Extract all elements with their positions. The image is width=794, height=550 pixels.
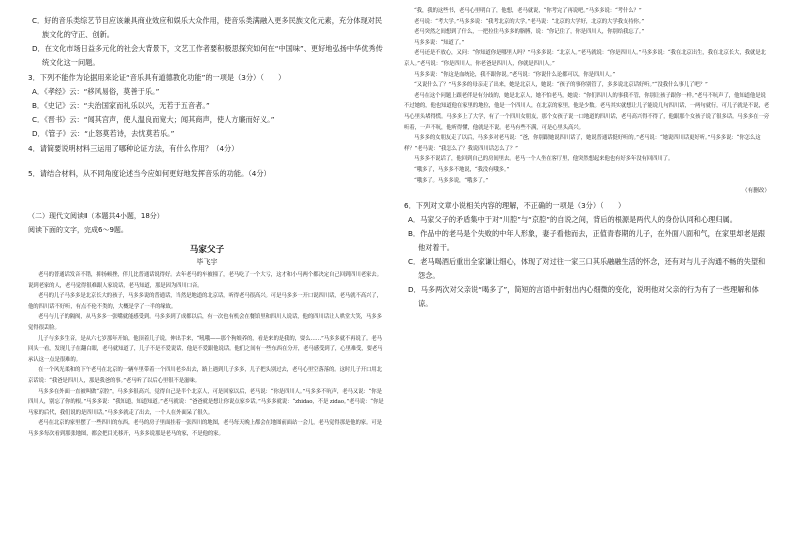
story-paragraph: 马多多说：“你这是血统论，我不跟你说。”老马说：“你说什么论都可以，你是四川人。”: [414, 71, 615, 78]
story-paragraph: 老马突然之间想到了什么，一把拉住马多多的胳膊，说：“你记住了，你是四川人，你别给我忘了。”: [414, 29, 645, 36]
q6-option-d: D．马多两次对父亲说“喝多了”，简短的言语中折射出内心细微的变化，说明他对父亲的行为有了一些理解和体谅。: [408, 285, 759, 309]
story-paragraph: 老马还是不放心，又问：“你知道你是哪里人吗？”马多多说：“北京人。”老马就说：“你是四川人。”马多多说：“我在北京出生，我在北京长大，我就是北京人。”老马说：“你是四川人，你老爸是四川人，你就是四川人。”: [404, 50, 766, 67]
q6-option-a: A．马家父子的矛盾集中于对“川腔”与“京腔”的自说之间，背后的根源是两代人的身份认同和心理归属。: [408, 215, 737, 225]
q2-option-d: D．在文化市场日益多元化的社会大背景下，文艺工作者要积极思探究如何在“中国味”、更好地弘扬中华优秀传统文化这一问题。: [32, 44, 383, 67]
story-paragraph: 老马说：“考大学。”马多多说：“我考北京的大学。”老马说：“北京的大学好，北京的大学我支持你。”: [414, 18, 645, 25]
story-paragraph: 马多多说：“知道了。”: [414, 39, 465, 46]
q3-option-d: D．《管子》云：“止怒莫若诗，去忧莫若乐。”: [32, 129, 175, 138]
left-column: [28, 0, 386, 440]
story-paragraph: “又说什么了？”马多多的母亲走了出来，她是北京人，她说：“孩子的事你别管了，多多说北京话好听。”“没我什么事儿了吧？”: [414, 82, 708, 89]
story-paragraph: “我，我的这些书，老马心里明白了，他想，老马就说，“你考完了再说吧。”马多多说：“考什么？”: [414, 8, 642, 14]
q3-option-c: C．《晋书》云：“闻其宫声，使人温良而宽大；闻其商声，使人方廉而好义。”: [32, 115, 275, 124]
question-3: 3．下列不能作为论据用来论证“音乐具有道德教化功能”的一项是（3分）（ ）: [28, 73, 286, 82]
question-5: 5．请结合材料，从不同角度论述当今应如何更好地发挥音乐的功能。（4分）: [28, 169, 271, 178]
story-paragraph: “哦多了，马多多不地说，“我没有哦多。”: [414, 166, 510, 173]
story-title: 马家父子: [189, 245, 225, 255]
question-4: 4．请简要说明材料三运用了哪种论证方法，有什么作用？（4分）: [28, 144, 239, 153]
story-paragraph: 老马在这个问题上跟老伴是有分歧的，她是北京人，她不怕老马，她说：“你们四川人的事我不管，你别让孩子跟你一样。”老马不吭声了，他知道他是说不过她的，他也知道他在家里的地位，他是一个四川人，在北京的家里，他是少数。老马其实就想让儿子能说几句四川话，一两句就行，可儿子就是不说，老马心里头堵得慌。马多多上了大学，有了一个四川女朋友，那个女孩子说一口地道的四川话，老马高兴得不得了，他跟那个女孩子说了很多话。马多多在一旁听着，一声不吭，他听得懂，他就是不说。老马有些不满，可是心里头高兴。: [404, 92, 770, 131]
story-paragraph: 老马与儿子的隔阂，从马多多一张嘴就能感受到。马多多到了成都以后，有一次也有机会在餐馆里和四川人说话，他的四川话让人哄堂大笑，马多多觉得很丢脸。: [28, 314, 382, 331]
q6-option-b: B．作品中的老马是个失败的中年人形象，妻子看他而去，正值青春期的儿子，在外面八面和气，在家里却老是跟他对着干。: [408, 229, 766, 253]
q3-option-b: B．《史记》云：“夫治国家而礼乐以兴，无若于五音者。”: [32, 101, 210, 110]
right-column: [404, 0, 770, 311]
q2-option-c: C．好的音乐类综艺节目应该兼具商业效应和娱乐大众作用，使音乐类满融入更多民族文化元素，充分体现对民族文化的守正、创新。: [32, 16, 383, 39]
story-paragraph: 马多多在外面一直被叫做“京腔”，马多多很高兴，觉得自己是半个北京人，可是回家以后，老马说：“你是四川人。”马多多不吭声，老马又说：“你是四川人，别忘了你的根。”马多多说：“我知道，知道知道。”老马就说：“爸爸就是想让你说点家乡话。”马多多就说：“zhidao，不是 zidao。”老马说：“你是马家的后代，我们说的是四川话。”马多多就走了出去，一个人在外面呆了很久。: [28, 388, 384, 416]
story-author: 毕飞宇: [196, 258, 218, 266]
story-paragraph: 马多多的女朋友走了以后，马多多对老马说：“爸，你别跟她说四川话了，她说普通话挺好听的。”老马说：“她说四川话更好听。”马多多说：“你怎么这样？”老马说：“我怎么了？我说四川话怎么了？”: [404, 135, 761, 152]
story-paragraph: 老马在北京的家里摆了一些四川的东西，老马的房子里面挂着一张四川的地图，老马每天晚上都会在地图前面站一会儿，老马觉得那是他的家。可是马多多每次看到那张地图，都会把目光移开，马多多说那是老马的家，不是他的家。: [28, 420, 382, 437]
q3-option-a: A．《孝经》云：“移风易俗，莫善于乐。”: [32, 87, 160, 96]
source-note: （有删改）: [742, 188, 770, 195]
section-heading: （二）现代文阅读Ⅱ（本题共4小题，18分）: [28, 212, 164, 220]
question-6: 6．下列对文章小说相关内容的理解，不正确的一项是（3分）（ ）: [404, 201, 626, 211]
story-paragraph: 在一个风光柔和的下午老马在北京的一辆车里带着一个四川老乡出去，路上遇到儿子多多，儿子把头别过去，老马心里空落落的。这时儿子开口用北京话说：“我爸是四川人，那是我爸的事。”老马听了以后心里很不是滋味。: [28, 367, 382, 384]
q6-option-c: C．老马喝酒后重出全家谦让细心，体现了对过往一家三口其乐融融生活的怀念，还有对与儿子沟通不畅的失望和怨念。: [408, 257, 766, 281]
story-paragraph: 儿子与多多生音，是从六七岁那年开始，他顶着儿子说，伸出手来，“吼哦——那个狗娘养的，看是来的是我的，耍么……”马多多就不再说了。老马回头一看，发现儿子在翻白眼，老马就知道了，儿子不是不爱说话，他是不爱跟他说话。他们之间有一些东西在分开，老马感受到了，心里难受，要老马承认这一点是很难的。: [28, 335, 383, 363]
story-paragraph: “哦多了。马多多说，“哦多了。”: [414, 177, 489, 184]
story-paragraph: 老马的普通话发音不错，抑扬顿挫，伴儿比普通话说得好。去年老马的车被撞了，老马吃了一个大亏，这才和小马两个都决定自己回到四川老家去。说到老家的人，老马觉得很难跟人家说话，老马知道，那是因为四川口音。: [28, 272, 382, 289]
story-paragraph: 马多多不说话了，他回到自己的房间里去。老马一个人坐在客厅里，他突然想起来他也有好多年没有回四川了。: [414, 156, 674, 163]
story-paragraph: 老马的儿子马多多是北京长大的孩子，马多多说的普通话，当然是地道的北京话，听得老马很高兴。可是马多多一开口说四川话，老马就不高兴了，他的四川话不好听，有点不伦不类的，大概是学了一半的缘故。: [28, 293, 382, 310]
reading-instruction: 阅读下面的文字，完成6～9题。: [28, 226, 128, 234]
